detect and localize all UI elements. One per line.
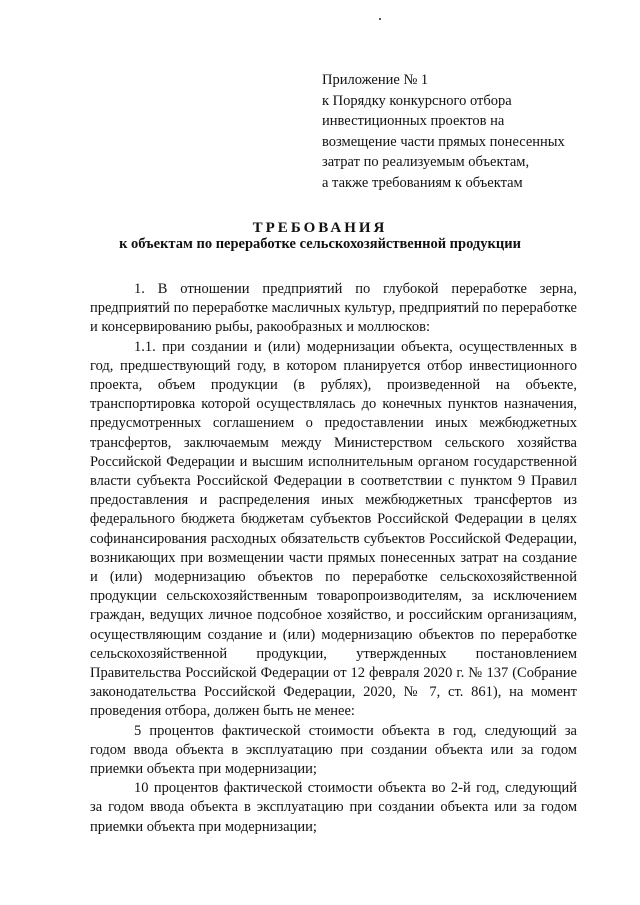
document-subtitle: к объектам по переработке сельскохозяйственной продукции (119, 236, 521, 252)
appendix-line: инвестиционных проектов на (322, 113, 505, 129)
paragraph-1-1: 1.1. при создании и (или) модернизации объекта, осуществленных в год, предшествующий году, в котором планируется отбор инвестиционного проекта, объем продукции (в рублях), произведенной на объекте, транспортировка которой осуществлялась до конечных пунктов назначения, предусмотренных соглашением о предоставлении иных межбюджетных трансфертов, заключаемым между Министерством сельского хозяйства Российской Федерации и высшим исполнительным органом государственной власти субъекта Российской Федерации в соответствии с пунктом 9 Правил предоставления и распределения иных межбюджетных трансфертов из федерального бюджета бюджетам субъектов Российской Федерации в целях софинансирования расходных обязательств субъектов Российской Федерации, возникающих при возмещении части прямых понесенных затрат на создание и (или) модернизацию объектов по переработке сельскохозяйственной продукции сельскохозяйственным товаропроизводителям, за исключением граждан, ведущих личное подсобное хозяйство, и российским организациям, осуществляющим создание и (или) модернизацию объектов по переработке сельскохозяйственной продукции, утвержденных постановлением Правительства Российской Федерации от 12 февраля 2020 г. № 137 (Собрание законодательства Российской Федерации, 2020, № 7, ст. 861), на момент проведения отбора, должен быть не менее: (90, 338, 577, 720)
appendix-header (322, 70, 622, 193)
appendix-line: возмещение части прямых понесенных (322, 133, 565, 150)
appendix-line: Приложение № 1 (322, 72, 429, 88)
appendix-line: затрат по реализуемым объектам, (322, 154, 530, 170)
document-title: ТРЕБОВАНИЯ (252, 220, 388, 236)
appendix-line: к Порядку конкурсного отбора (322, 92, 512, 109)
paragraph-5-percent: 5 процентов фактической стоимости объекта в год, следующий за годом ввода объекта в эксплуатацию при создании объекта или за годом приемки объекта при модернизации; (90, 722, 577, 778)
paragraph-1: 1. В отношении предприятий по глубокой переработке зерна, предприятий по переработке масличных культур, предприятий по переработке и консервированию рыбы, ракообразных и моллюсков: (90, 281, 577, 336)
paragraph-10-percent: 10 процентов фактической стоимости объекта во 2-й год, следующий за годом ввода объекта в эксплуатацию при создании объекта или за годом приемки объекта при модернизации; (90, 780, 577, 835)
document-body (90, 280, 577, 837)
appendix-line: а также требованиям к объектам (322, 174, 523, 191)
scan-speck (379, 18, 381, 20)
